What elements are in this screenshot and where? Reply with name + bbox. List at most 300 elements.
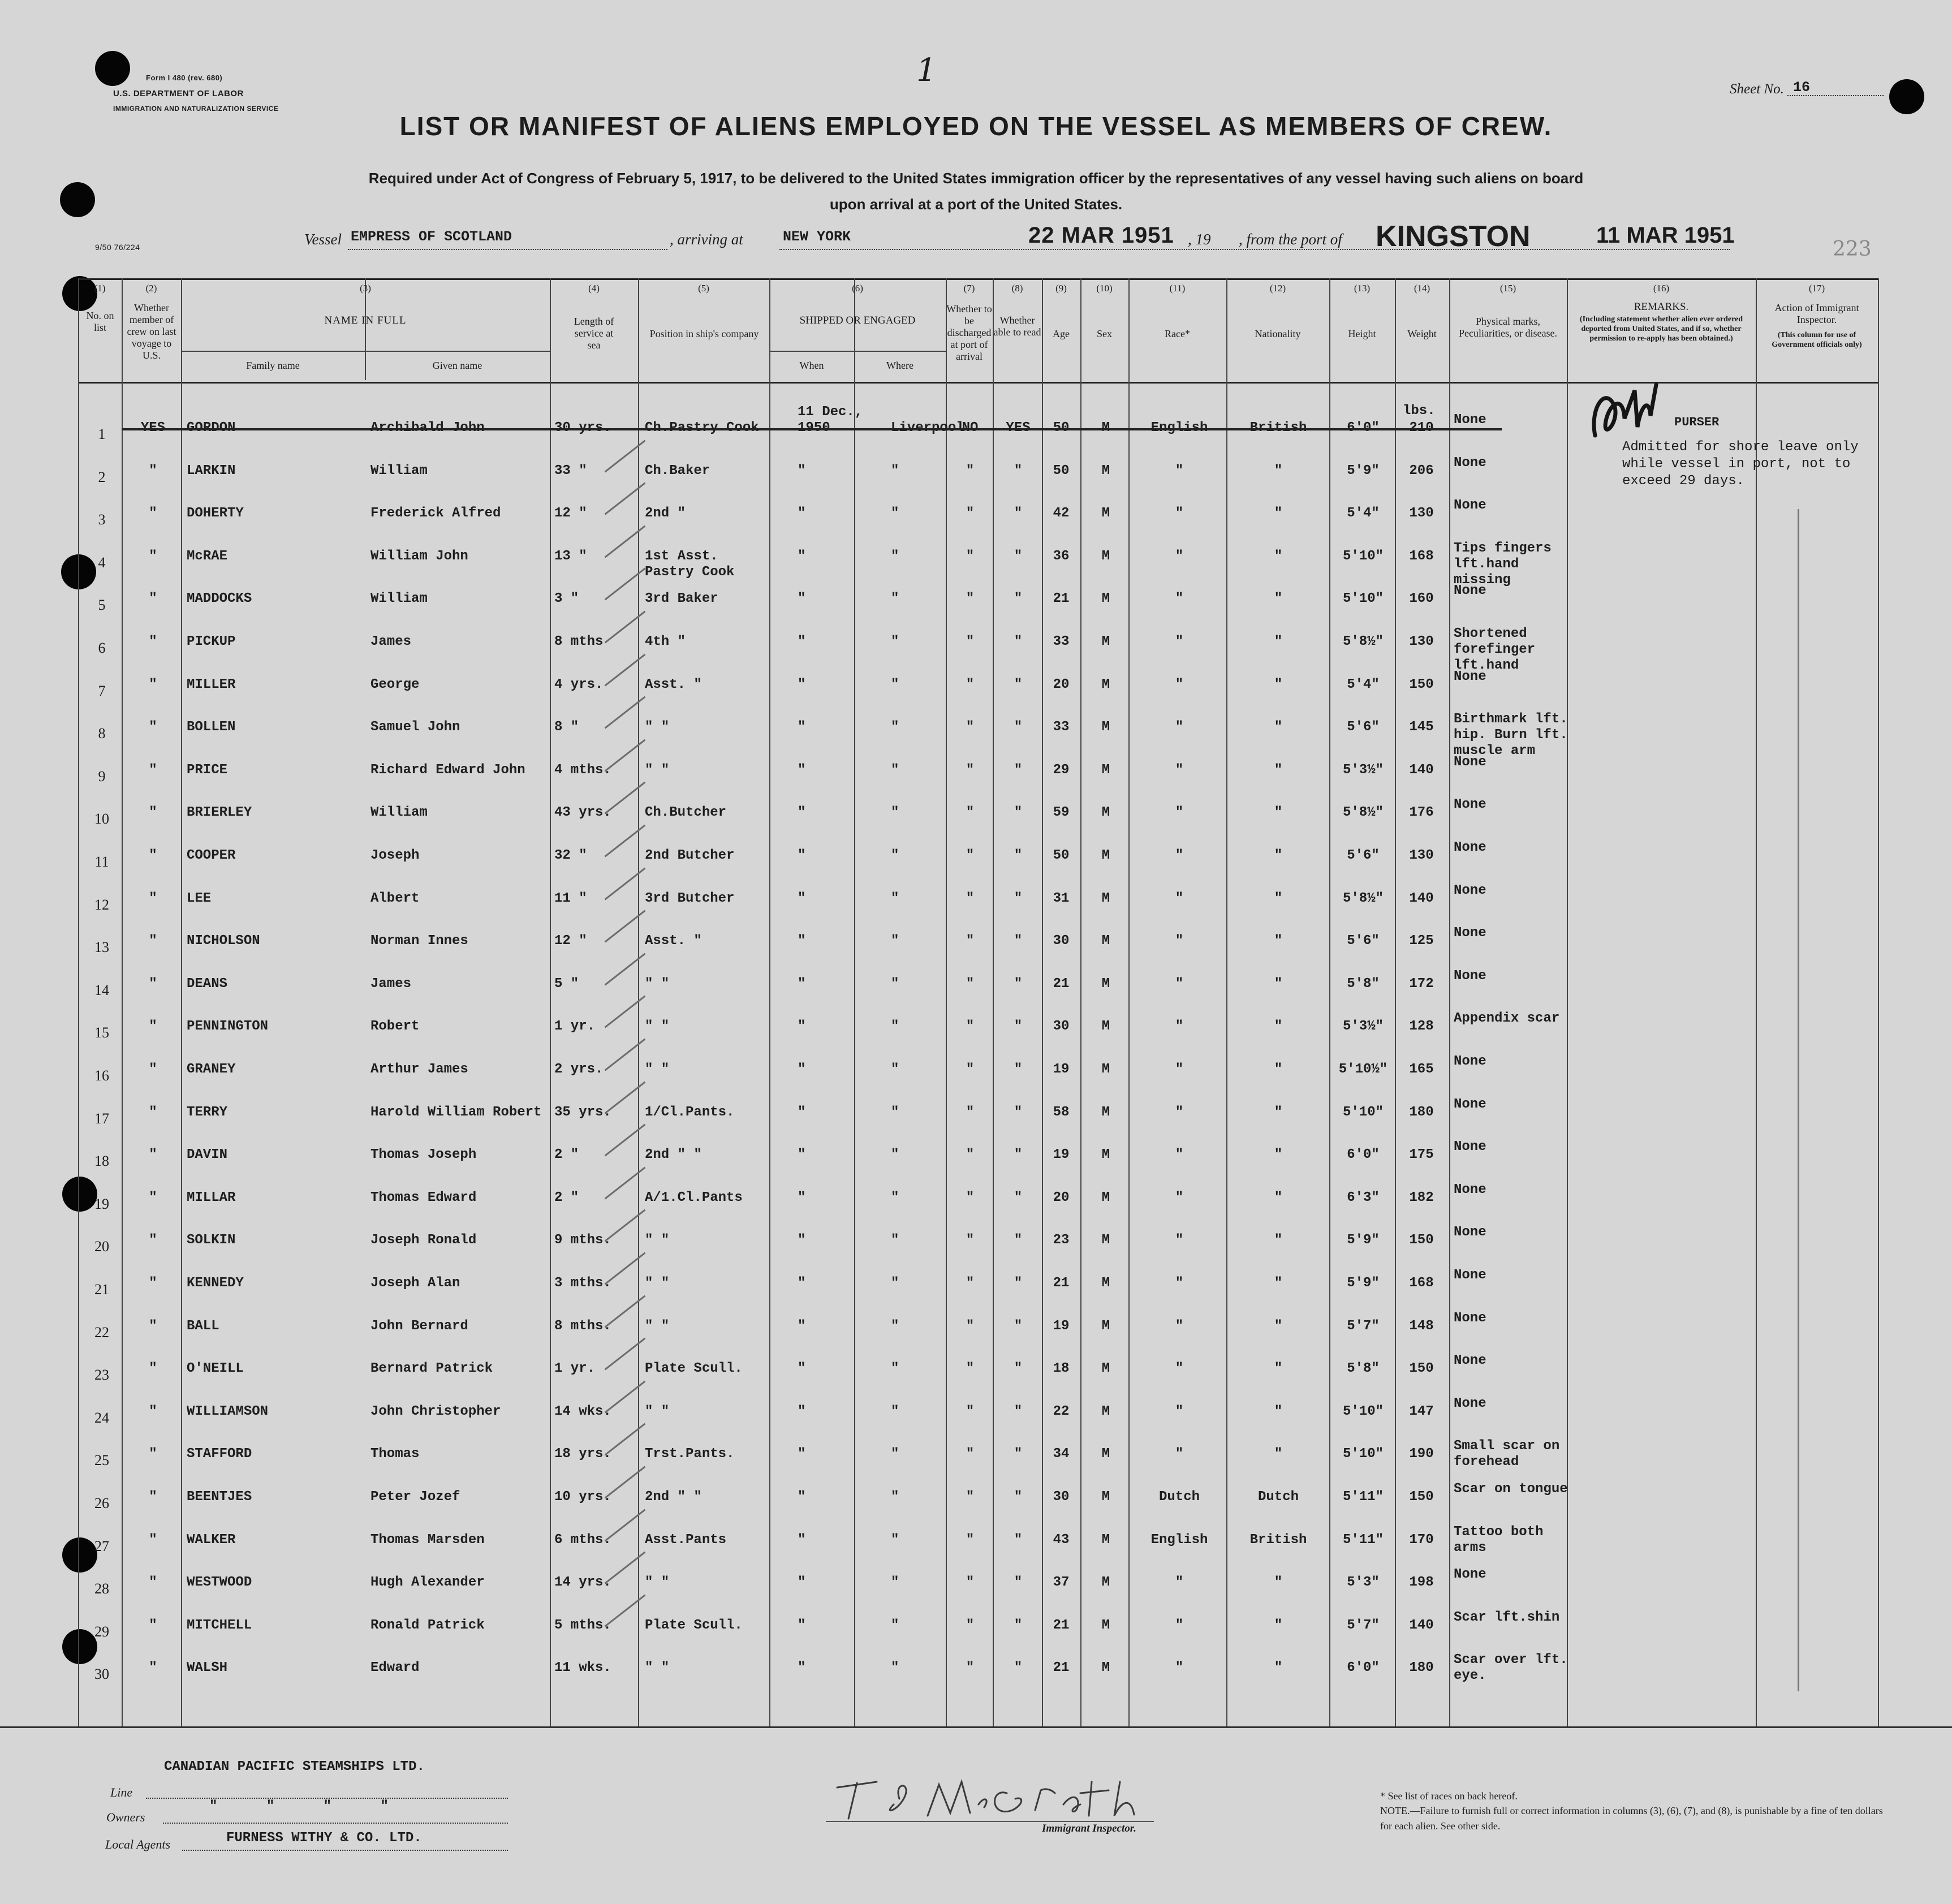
- col-position: Plate Scull.: [645, 1617, 743, 1633]
- col-discharged: ": [966, 1403, 975, 1419]
- col-head-inspector: Action of Immigrant Inspector.: [1774, 302, 1859, 325]
- col-shipped-when: ": [798, 890, 806, 906]
- col-sex: M: [1101, 548, 1110, 564]
- col-height: 5'8½": [1342, 805, 1384, 821]
- col-height: 6'0": [1347, 1660, 1380, 1676]
- col-family-name: O'NEILL: [187, 1361, 244, 1377]
- col-given-name: Archibald John: [370, 420, 485, 436]
- col-race: ": [1175, 634, 1184, 649]
- col-prev-voyage: ": [149, 1403, 157, 1419]
- col-service: 32 ": [554, 848, 587, 863]
- sheet-number-label: Sheet No.: [1730, 81, 1784, 97]
- col-read: ": [1014, 1575, 1023, 1591]
- col-height: 5'10": [1342, 591, 1384, 607]
- col-discharged: NO: [962, 420, 979, 436]
- col-age: 21: [1053, 1617, 1070, 1633]
- col-discharged: ": [966, 1062, 975, 1077]
- agents-underline: [182, 1850, 508, 1851]
- table-row: [0, 1609, 1952, 1647]
- col-shipped-where: ": [891, 634, 899, 649]
- col-position: Asst. ": [645, 677, 702, 692]
- col-service: 12 ": [554, 933, 587, 949]
- owners-label: Owners: [106, 1810, 145, 1824]
- col-prev-voyage: YES: [140, 420, 166, 436]
- col-sex: M: [1101, 1446, 1110, 1462]
- col-position: 3rd Baker: [645, 591, 718, 607]
- col-position: 2nd ": [645, 506, 686, 522]
- col-shipped-when: ": [798, 1660, 806, 1676]
- col-nationality: ": [1274, 976, 1283, 992]
- col-sex: M: [1101, 1489, 1110, 1505]
- col-discharged: ": [966, 1532, 975, 1548]
- col-given-name: William: [370, 805, 428, 821]
- col-nationality: ": [1274, 548, 1283, 564]
- col-shipped-where: ": [891, 1617, 899, 1633]
- col-nationality: British: [1249, 1532, 1307, 1548]
- col-sex: M: [1101, 1575, 1110, 1591]
- col-shipped-where: ": [891, 762, 899, 778]
- col-prev-voyage: ": [149, 1532, 157, 1548]
- col-physical-marks: Small scar on forehead: [1454, 1438, 1560, 1470]
- col-read: ": [1014, 720, 1023, 735]
- col-age: 36: [1053, 548, 1070, 564]
- col-service: 5 mths.: [554, 1617, 611, 1633]
- col-shipped-when: ": [798, 463, 806, 479]
- col-weight: 140: [1409, 762, 1434, 778]
- col-read: ": [1014, 848, 1023, 863]
- col-shipped-when: ": [798, 1233, 806, 1248]
- col-num: (3): [360, 283, 371, 294]
- col-given-name: Ronald Patrick: [370, 1617, 485, 1633]
- fine-note: NOTE.—Failure to furnish full or correct information in columns (3), (6), (7), and (8), is punishable by a fine of ten dollars for each alien. See other side.: [1380, 1805, 1883, 1832]
- pencil-vertical-mark: [1798, 509, 1802, 1691]
- purser-signature: [1584, 373, 1669, 447]
- col-discharged: ": [966, 890, 975, 906]
- col-position: " ": [645, 1403, 670, 1419]
- col-discharged: ": [966, 933, 975, 949]
- col-height: 5'9": [1347, 1276, 1380, 1291]
- col-given-name: Arthur James: [370, 1062, 468, 1077]
- col-read: ": [1014, 1318, 1023, 1334]
- col-sex: M: [1101, 1147, 1110, 1163]
- col-weight: 182: [1409, 1190, 1434, 1205]
- subtitle-line-1: Required under Act of Congress of February 5, 1917, to be delivered to the United States immigration officer by the representatives of any vessel having such aliens on board: [368, 170, 1584, 187]
- col-read: ": [1014, 634, 1023, 649]
- col-head-race: Race*: [1165, 328, 1190, 339]
- col-shipped-where: ": [891, 848, 899, 863]
- col-shipped-when: ": [798, 848, 806, 863]
- col-position: 3rd Butcher: [645, 890, 735, 906]
- col-race: ": [1175, 1318, 1184, 1334]
- col-head-shipped: SHIPPED OR ENGAGED: [799, 315, 916, 326]
- table-row: [0, 1268, 1952, 1305]
- col-sex: M: [1101, 720, 1110, 735]
- col-shipped-where: ": [891, 591, 899, 607]
- row-number: 25: [94, 1452, 109, 1469]
- col-race: ": [1175, 1019, 1184, 1035]
- col-read: ": [1014, 677, 1023, 692]
- col-height: 5'3½": [1342, 1019, 1384, 1035]
- col-discharged: ": [966, 1446, 975, 1462]
- table-row: [0, 1524, 1952, 1562]
- col-race: ": [1175, 506, 1184, 522]
- table-row: [0, 583, 1952, 621]
- col-height: 5'4": [1347, 506, 1380, 522]
- table-row: [0, 925, 1952, 963]
- col-service: 8 mths: [554, 634, 604, 649]
- col-family-name: SOLKIN: [187, 1233, 236, 1248]
- row-number: 2: [98, 468, 106, 485]
- col-nationality: ": [1274, 1062, 1283, 1077]
- col-age: 29: [1053, 762, 1070, 778]
- col-sex: M: [1101, 1660, 1110, 1676]
- col-sex: M: [1101, 677, 1110, 692]
- col-position: 4th ": [645, 634, 686, 649]
- page-number: 223: [1833, 238, 1872, 261]
- col-weight: 150: [1409, 677, 1434, 692]
- col-num: (2): [145, 283, 157, 294]
- col-family-name: BOLLEN: [187, 720, 236, 735]
- col-num: (6): [852, 283, 863, 294]
- col-shipped-when: ": [798, 1361, 806, 1377]
- col-read: ": [1014, 1660, 1023, 1676]
- col-service: 5 ": [554, 976, 579, 992]
- col-prev-voyage: ": [149, 1147, 157, 1163]
- table-row: [0, 540, 1952, 588]
- department-name: U.S. DEPARTMENT OF LABOR: [113, 89, 244, 98]
- col-shipped-when: ": [798, 1190, 806, 1205]
- col-service: 33 ": [554, 463, 587, 479]
- col-height: 5'3": [1347, 1575, 1380, 1591]
- col-prev-voyage: ": [149, 506, 157, 522]
- col-head-physical-marks: Physical marks, Peculiarities, or disease.: [1459, 316, 1557, 339]
- col-race: ": [1175, 805, 1184, 821]
- col-head-weight: Weight: [1407, 328, 1437, 339]
- col-height: 5'8": [1347, 976, 1380, 992]
- col-family-name: DEANS: [187, 976, 228, 992]
- agents-label: Local Agents: [105, 1837, 171, 1851]
- col-num: (1): [94, 283, 106, 294]
- col-age: 21: [1053, 976, 1070, 992]
- col-physical-marks: None: [1454, 840, 1486, 855]
- col-service: 3 mths.: [554, 1276, 611, 1291]
- col-given-name: Robert: [370, 1019, 420, 1035]
- col-sex: M: [1101, 1276, 1110, 1291]
- col-prev-voyage: ": [149, 890, 157, 906]
- col-weight: 175: [1409, 1147, 1434, 1163]
- col-age: 30: [1053, 1489, 1070, 1505]
- col-discharged: ": [966, 1019, 975, 1035]
- col-position: " ": [645, 1019, 670, 1035]
- col-discharged: ": [966, 762, 975, 778]
- col-sex: M: [1101, 890, 1110, 906]
- col-head-sex: Sex: [1097, 328, 1112, 339]
- col-shipped-where: ": [891, 1575, 899, 1591]
- col-head-no: No. on list: [86, 310, 114, 333]
- col-race: ": [1175, 976, 1184, 992]
- col-head-height: Height: [1348, 328, 1376, 339]
- col-service: 43 yrs.: [554, 805, 611, 821]
- col-weight: 150: [1409, 1489, 1434, 1505]
- col-head-shipped-where: Where: [886, 360, 913, 371]
- table-row: [0, 882, 1952, 920]
- col-race: ": [1175, 1617, 1184, 1633]
- col-physical-marks: None: [1454, 968, 1486, 984]
- col-sex: M: [1101, 1233, 1110, 1248]
- col-service: 11 wks.: [554, 1660, 611, 1676]
- col-nationality: ": [1274, 762, 1283, 778]
- col-age: 34: [1053, 1446, 1070, 1462]
- col-discharged: ": [966, 976, 975, 992]
- col-service: 18 yrs.: [554, 1446, 611, 1462]
- col-family-name: PICKUP: [187, 634, 236, 649]
- col-shipped-when: ": [798, 506, 806, 522]
- col-position: Plate Scull.: [645, 1361, 743, 1377]
- col-prev-voyage: ": [149, 1446, 157, 1462]
- line-company: CANADIAN PACIFIC STEAMSHIPS LTD.: [164, 1759, 425, 1774]
- col-age: 23: [1053, 1233, 1070, 1248]
- departure-port: KINGSTON: [1376, 220, 1531, 253]
- col-height: 5'6": [1347, 848, 1380, 863]
- purser-label: PURSER: [1674, 415, 1720, 429]
- inspector-signature: [815, 1765, 1165, 1827]
- col-service: 1 yr.: [554, 1361, 596, 1377]
- col-read: ": [1014, 762, 1023, 778]
- col-physical-marks: None: [1454, 1054, 1486, 1069]
- col-discharged: ": [966, 1489, 975, 1505]
- col-shipped-when: ": [798, 548, 806, 564]
- col-sex: M: [1101, 762, 1110, 778]
- col-height: 5'4": [1347, 677, 1380, 692]
- col-nationality: ": [1274, 1233, 1283, 1248]
- row-number: 11: [94, 854, 109, 870]
- col-given-name: Harold William Robert: [370, 1104, 542, 1120]
- col-age: 58: [1053, 1104, 1070, 1120]
- col-family-name: MITCHELL: [187, 1617, 252, 1633]
- col-weight: 150: [1409, 1361, 1434, 1377]
- col-given-name: John Christopher: [370, 1403, 501, 1419]
- col-age: 30: [1053, 1019, 1070, 1035]
- col-physical-marks: None: [1454, 455, 1486, 471]
- col-family-name: PRICE: [187, 762, 228, 778]
- col-prev-voyage: ": [149, 1104, 157, 1120]
- col-discharged: ": [966, 677, 975, 692]
- col-head-age: Age: [1053, 328, 1070, 339]
- col-weight: 168: [1409, 548, 1434, 564]
- col-discharged: ": [966, 1617, 975, 1633]
- col-shipped-where: ": [891, 677, 899, 692]
- col-sex: M: [1101, 420, 1110, 436]
- departure-date-stamp: 11 MAR 1951: [1596, 223, 1735, 248]
- col-shipped-where: ": [891, 548, 899, 564]
- col-age: 21: [1053, 1276, 1070, 1291]
- sub-rule: [181, 351, 550, 352]
- col-height: 5'11": [1342, 1532, 1384, 1548]
- col-family-name: WALSH: [187, 1660, 228, 1676]
- col-physical-marks: None: [1454, 1225, 1486, 1240]
- col-prev-voyage: ": [149, 634, 157, 649]
- col-nationality: ": [1274, 1318, 1283, 1334]
- table-row: [0, 626, 1952, 673]
- col-position: 2nd Butcher: [645, 848, 735, 863]
- col-head-read: Whether able to read: [993, 315, 1041, 338]
- col-shipped-where: Liverpool: [891, 420, 964, 436]
- table-row: [0, 669, 1952, 707]
- col-prev-voyage: ": [149, 720, 157, 735]
- col-given-name: Edward: [370, 1660, 420, 1676]
- row-number: 3: [98, 511, 106, 528]
- col-num: (11): [1169, 283, 1186, 294]
- col-height: 5'8½": [1342, 634, 1384, 649]
- col-physical-marks: None: [1454, 1567, 1486, 1583]
- races-note: * See list of races on back hereof.: [1380, 1790, 1518, 1802]
- col-nationality: ": [1274, 463, 1283, 479]
- col-position: " ": [645, 1233, 670, 1248]
- col-position: " ": [645, 720, 670, 735]
- col-physical-marks: Scar on tongue: [1454, 1481, 1568, 1497]
- col-family-name: NICHOLSON: [187, 933, 260, 949]
- col-age: 20: [1053, 1190, 1070, 1205]
- col-family-name: BEENTJES: [187, 1489, 252, 1505]
- col-given-name: Joseph: [370, 848, 420, 863]
- owners-underline: [163, 1823, 508, 1824]
- agents-value: FURNESS WITHY & CO. LTD.: [226, 1830, 422, 1846]
- col-family-name: STAFFORD: [187, 1446, 252, 1462]
- col-position: 2nd " ": [645, 1147, 702, 1163]
- col-race: ": [1175, 1147, 1184, 1163]
- col-given-name: George: [370, 677, 420, 692]
- col-shipped-where: ": [891, 976, 899, 992]
- col-physical-marks: Scar lft.shin: [1454, 1609, 1560, 1625]
- col-weight: 206: [1409, 463, 1434, 479]
- col-service: 13 ": [554, 548, 587, 564]
- col-prev-voyage: ": [149, 1190, 157, 1205]
- col-service: 4 mths.: [554, 762, 611, 778]
- col-family-name: PENNINGTON: [187, 1019, 269, 1035]
- col-race: English: [1150, 1532, 1208, 1548]
- row-number: 19: [94, 1195, 109, 1212]
- col-discharged: ": [966, 1318, 975, 1334]
- col-physical-marks: Tips fingers lft.hand missing: [1454, 540, 1552, 588]
- col-race: ": [1175, 933, 1184, 949]
- col-read: ": [1014, 1489, 1023, 1505]
- col-given-name: James: [370, 976, 412, 992]
- col-family-name: GRANEY: [187, 1062, 236, 1077]
- col-weight: 176: [1409, 805, 1434, 821]
- col-read: ": [1014, 463, 1023, 479]
- col-height: 6'0": [1347, 1147, 1380, 1163]
- col-shipped-when: 11 Dec., 1950: [798, 404, 863, 436]
- col-prev-voyage: ": [149, 805, 157, 821]
- table-row: [0, 1310, 1952, 1348]
- owners-value: " " " ": [209, 1799, 389, 1814]
- col-race: ": [1175, 591, 1184, 607]
- col-race: ": [1175, 677, 1184, 692]
- col-shipped-where: ": [891, 1190, 899, 1205]
- col-race: ": [1175, 720, 1184, 735]
- col-shipped-where: ": [891, 1489, 899, 1505]
- table-row: [0, 1652, 1952, 1690]
- year-label: , 19: [1188, 231, 1211, 248]
- col-height: 6'3": [1347, 1190, 1380, 1205]
- col-discharged: ": [966, 1147, 975, 1163]
- col-age: 21: [1053, 1660, 1070, 1676]
- col-family-name: BALL: [187, 1318, 219, 1334]
- col-race: ": [1175, 548, 1184, 564]
- row-number: 21: [94, 1281, 109, 1298]
- col-weight: 130: [1409, 506, 1434, 522]
- pencil-mark: 1: [916, 52, 937, 89]
- col-read: ": [1014, 548, 1023, 564]
- table-row: [0, 1353, 1952, 1390]
- service-name: IMMIGRATION AND NATURALIZATION SERVICE: [113, 105, 279, 113]
- col-weight: 140: [1409, 1617, 1434, 1633]
- col-shipped-where: ": [891, 1660, 899, 1676]
- col-shipped-when: ": [798, 1147, 806, 1163]
- col-read: ": [1014, 1276, 1023, 1291]
- col-service: 8 mths.: [554, 1318, 611, 1334]
- col-height: 5'8": [1347, 1361, 1380, 1377]
- col-race: ": [1175, 1403, 1184, 1419]
- col-service: 14 wks.: [554, 1403, 611, 1419]
- col-weight: 130: [1409, 634, 1434, 649]
- col-discharged: ": [966, 805, 975, 821]
- col-head-prev-voyage: Whether member of crew on last voyage to U.S.: [127, 302, 176, 361]
- col-weight: 160: [1409, 591, 1434, 607]
- col-discharged: ": [966, 720, 975, 735]
- col-shipped-when: ": [798, 591, 806, 607]
- col-race: ": [1175, 762, 1184, 778]
- col-read: YES: [1006, 420, 1031, 436]
- col-shipped-where: ": [891, 1104, 899, 1120]
- arrival-date-stamp: 22 MAR 1951: [1028, 223, 1174, 248]
- punch-hole: [95, 51, 130, 86]
- punch-hole: [1889, 79, 1924, 114]
- col-given-name: Hugh Alexander: [370, 1575, 485, 1591]
- col-position: " ": [645, 976, 670, 992]
- col-nationality: Dutch: [1257, 1489, 1299, 1505]
- col-physical-marks: None: [1454, 1139, 1486, 1155]
- col-position: " ": [645, 1575, 670, 1591]
- col-position: 1st Asst. Pastry Cook: [645, 548, 735, 580]
- col-race: ": [1175, 1062, 1184, 1077]
- col-nationality: ": [1274, 720, 1283, 735]
- col-nationality: British: [1249, 420, 1307, 436]
- row-number: 10: [94, 811, 109, 828]
- col-weight: 140: [1409, 890, 1434, 906]
- col-age: 33: [1053, 634, 1070, 649]
- col-nationality: ": [1274, 591, 1283, 607]
- col-given-name: Peter Jozef: [370, 1489, 460, 1505]
- col-age: 50: [1053, 420, 1070, 436]
- col-sex: M: [1101, 1617, 1110, 1633]
- col-shipped-where: ": [891, 1446, 899, 1462]
- col-physical-marks: None: [1454, 797, 1486, 813]
- col-given-name: Thomas: [370, 1446, 420, 1462]
- col-weight: 190: [1409, 1446, 1434, 1462]
- col-service: 8 ": [554, 720, 579, 735]
- col-num: (15): [1499, 283, 1516, 294]
- row-number: 24: [94, 1409, 109, 1426]
- col-weight: 150: [1409, 1233, 1434, 1248]
- col-given-name: Thomas Marsden: [370, 1532, 485, 1548]
- col-sex: M: [1101, 1019, 1110, 1035]
- col-physical-marks: None: [1454, 669, 1486, 684]
- col-position: " ": [645, 1318, 670, 1334]
- col-prev-voyage: ": [149, 1489, 157, 1505]
- col-age: 42: [1053, 506, 1070, 522]
- row-number: 15: [94, 1024, 109, 1041]
